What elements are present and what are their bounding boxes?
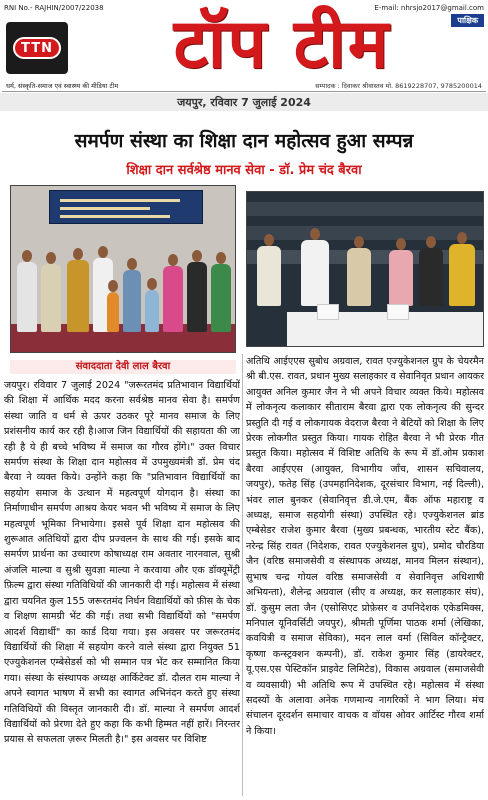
tagline-bar [2, 80, 486, 92]
ttn-logo [6, 22, 68, 74]
article-headline: समर्पण संस्था का शिक्षा दान महोत्सव हुआ सम्पन्न [74, 130, 414, 152]
reporter-byline: संवाददाता देवी लाल बैरवा [10, 360, 236, 374]
article-subheadline: शिक्षा दान सर्वश्रेष्ठ मानव सेवा - डॉ. प्रेम चंद बैरवा [126, 163, 362, 178]
editor-contact: सम्पादक : दिवाकर श्रीवास्तव मो. 8619228707, 9785200014 [315, 82, 482, 90]
article-column-left: जयपुर। रविवार 7 जुलाई 2024 "जरूरतमंद प्रतिभावान विद्यार्थियों की शिक्षा में आर्थिक मदद करना सर्वश्रेष्ठ मानव सेवा है। समर्पण संस्था जाति व धर्म से ऊपर उठकर पूरे मानव समाज के लिए प्रशंसनीय कार्य कर रही है।आज जिन विद्यार्थियों की सहायता की जा रही है ये ही बच्चे भविष्य में समाज का गौरव होंगे।" उक्त विचार समर्पण संस्था के शिक्षा दान महोत्सव में उपमुख्यमंत्री डॉ. प्रेम चंद बैरवा ने व्यक्त किये। उन्होंने कहा कि "प्रतिभावान विद्यार्थियों का सहयोग समाज के उत्थान में महत्वपूर्ण योगदान है। संस्था का निर्माणाधीन समर्पण आश्रय केयर भवन भी भविष्य में समाज के लिए महत्वपूर्ण भूमिका निभायेगा। इससे पूर्व शिक्षा दान महोत्सव की शुरूआत अतिथियों द्वारा दीप प्रज्वलन के साथ की गई। इसके बाद समर्पण प्रार्थना का उच्चारण कोषाध्यक्ष राम अवतार नारनवाल, सुश्री अंजलि माल्या व सुश्री सुवज्ञा माल्या ने करवाया और एक डॉक्यूमेंट्री फ़िल्म द्वारा संस्था गतिविधियों की जानकारी दी गई। महोत्सव में संस्था द्वारा चयनित कुल 155 जरूरतमंद निर्धन विद्यार्थियों को फ़ीस के चेक व शिक्षण सामग्री भेंट की गई। तथा सभी विद्यार्थियों को "समर्पण आदर्श विद्यार्थी" का कार्ड दिया गया। इस अवसर पर जरूरतमंद विद्यार्थियों की शिक्षा में सहयोग करने वाले संस्था द्वारा नियुक्त 51 एज्युकेशनल एम्बेसेडर्स को भी सम्मान पत्र भेंट कर सम्मानित किया गया। संस्था के संस्थापक अध्यक्ष आर्किटेक्ट डॉ. दौलत राम माल्या ने अपने स्वागत भाषण में सभी का स्वागत अभिनंदन करते हुए संस्था गतिविधियों की विस्तृत जानकारी दी। डॉ. माल्या ने समर्पण आदर्श विद्यार्थियों को प्रेरणा देते हुए कहा कि कभी हिम्मत नहीं हारें। निरन्तर प्रयास से सफलता ज़रूर मिलती है।" इस अवसर पर विशिष्ट [4, 380, 240, 746]
masthead-email: E-mail: nhrsjo2017@gmail.com [374, 4, 484, 12]
frequency-badge: पाक्षिक [451, 14, 484, 27]
event-photo-audience [246, 191, 484, 347]
ttn-logo-text: TTN [13, 37, 61, 59]
dateline: जयपुर, रविवार 7 जुलाई 2024 [0, 93, 488, 111]
event-photo-stage [10, 185, 236, 353]
newspaper-tagline: धर्म, संस्कृति-समाज एवं स्वास्थ्य की मीडिया टीम [6, 82, 119, 90]
rni-number: RNI No.- RAJHIN/2007/22038 [4, 4, 104, 12]
stage-banner [49, 190, 203, 224]
column-divider [242, 354, 243, 796]
newspaper-title: टॉप टीम [173, 4, 391, 84]
article-column-right: अतिथि आईएएस सुबोध अग्रवाल, रावत एज्युकेशनल ग्रुप के चेयरमैन श्री बी.एस. रावत, प्रधान मुख्य सलाहकार व सेवानिवृत प्रधान आयकर आयुक्त अनिल कुमार जैन ने भी अपने विचार व्यक्त किये। महोत्सव में लोकनृत्य कलाकार सीताराम बैरवा द्वारा एक लोकनृत्य की सुन्दर प्रस्तुति दी गई व लोकगायक वेदराज बैरवा ने बेटियों को शिक्षा के लिए प्रेरक लोकगीत प्रस्तुत किया। गायक रोहित बैरवा ने भी प्रेरक गीत प्रस्तुत किया। महोत्सव में विशिष्ट अतिथि के रूप में डॉ.ओम प्रकाश बैरवा आईएएस (आयुक्त, विभागीय जाँच, शासन सचिवालय, जयपुर), फतेह सिंह (उपमहानिदेशक, दूरसंचार विभाग, नई दिल्ली), भंवर लाल बुनकर (सेवानिवृत्त डी.जे.एम, बैंक ऑफ महाराष्ट्र व अध्यक्ष, समाज सहयोगी संस्था) उपस्थित रहे। एज्युकेशनल ब्रांड एम्बेसेडर राजेश कुमार बैरवा (मुख्य प्रबन्धक, भारतीय स्टेट बैंक), नरेन्द्र सिंह रावत (निदेशक, रावत एज्युकेशनल ग्रुप), प्रमोद चौरडिया जैन (वरिष्ठ समाजसेवी व संस्थापक अध्यक्ष, मानव मिलन संस्थान), सुभाष चन्द्र गोयल वरिष्ठ समाजसेवी व सेवानिवृत्त अधिशाषी अभियन्ता), शैलेन्द्र अग्रवाल (सीए व अध्यक्ष, कर सलाहकार संघ), डॉ. कुसुम लता जैन (एसोसिएट प्रोफ़ेसर व उपनिदेशक एकेडमिक्स, मनिपाल यूनिवर्सिटी जयपुर), श्रीमती पूर्णिमा पाठक शर्मा (लेखिका, कवयित्री व समाज सेविका), मदन लाल वर्मा (सिविल कॉन्ट्रैक्टर, कृष्णा कन्स्ट्रक्शन कम्पनी), डॉ. राकेश कुमार सिंह (डायरेक्टर, यू.एस.एस पेस्टिकॉन प्राइवेट लिमिटेड), विकास अग्रवाल (समाजसेवी व व्यवसायी) भी अतिथि रूप में उपस्थित रहे। महोत्सव में संस्था सदस्यों के अलावा अनेक गणमान्य नागरिकों ने भाग लिया। मंच संचालन दूरदर्शन समाचार वाचक व वॉयस ओवर आर्टिस्ट गौरव शर्मा ने किया। [246, 356, 484, 737]
